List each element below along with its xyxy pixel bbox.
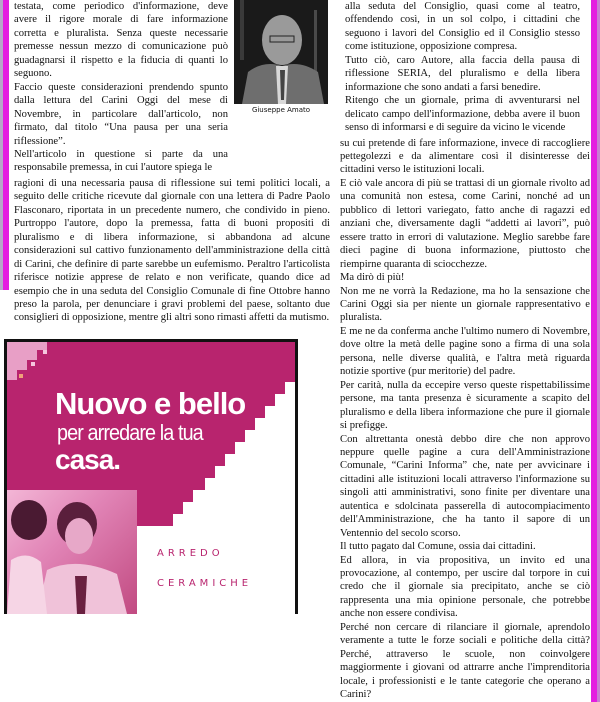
paragraph: Ritengo che un giornale, prima di avventurarsi nel delicato campo dell'informazione, debba avere il buon senso di informarsi e di seguire da vicino le vicende bbox=[345, 95, 580, 134]
portrait-image bbox=[234, 0, 328, 104]
paragraph: alla seduta del Consiglio, quasi come al teatro, offendendo così, in un sol colpo, i cittadini che seguono i lavori del Consiglio ed il Consiglio stesso come istituzione, opposizione compresa. bbox=[345, 1, 580, 53]
right-stack bbox=[340, 0, 590, 702]
paragraph: Ed allora, in via propositiva, un invito ed una provocazione, al contempo, per uscire dal torpore in cui credo che il giornale sia precipitato, anche se ciò rappresenta una mia opinione personale, che potrebbe anche non essere condivisa. bbox=[340, 554, 590, 620]
paragraph: Con altrettanta onestà debbo dire che non approvo neppure quelle pagine a cura dell'Amministrazione Comunale, “Carini Informa” che, nate per avvicinare i cittadini alle istituzioni locali attraverso l'informazione su singoli atti amministrativi, sono finite per diventare una autentica e sdolcinata passerella di autocompiacimento dell'Amministrazione, che ha tanto il sapore di un Ventennio del secolo scorso. bbox=[340, 433, 590, 539]
photo-caption: Giuseppe Amato bbox=[251, 106, 311, 114]
advertisement bbox=[4, 339, 298, 614]
paragraph: Tutto ciò, caro Autore, alla faccia della pausa di riflessione SERIA, del pluralismo e della libera informazione che sono andati a farsi benedire. bbox=[345, 54, 580, 93]
photo-block bbox=[234, 0, 328, 175]
article-column-right-top bbox=[345, 0, 580, 135]
article-column-left-top bbox=[14, 0, 228, 175]
ad-word-ceramiche: CERAMICHE bbox=[157, 577, 253, 589]
paragraph: Perché non cercare di rilanciare il giornale, aprendolo veramente a tutte le forze sociali e politiche della città? Perché, attraverso le scuole, non coinvolgere maggiormente i giovani od attrarre anche l'imprenditoria locale, i professionisti e le tante categorie che operano a Carini? bbox=[340, 621, 590, 701]
author-photo bbox=[234, 0, 328, 104]
paragraph: Nell'articolo in questione si parte da una responsabile premessa, in cui l'autore spiega le bbox=[14, 148, 228, 174]
paragraph: Faccio queste considerazioni prendendo spunto dalla lettura del Carini Oggi del mese di Novembre, in particolare dall'articolo, non firmato, dal titolo “Una pausa per una seria riflessione”. bbox=[14, 81, 228, 147]
ad-headline: Nuovo e bello bbox=[55, 385, 246, 421]
article-column-left-wide bbox=[14, 177, 330, 325]
ad-couple-photo bbox=[7, 490, 137, 614]
paragraph: Non me ne vorrà la Redazione, ma ho la sensazione che Carini Oggi sia per niente un giornale rappresentativo e pluralista. bbox=[340, 285, 590, 324]
paragraph: Il tutto pagato dal Comune, ossia dai cittadini. bbox=[340, 541, 536, 553]
article-column-right bbox=[340, 137, 590, 702]
ad-tail: casa. bbox=[55, 443, 121, 475]
paragraph: Per carità, nulla da eccepire verso queste rispettabilissime persone, ma tanta presenza è sicuramente a scapito del pluralismo e della libera informazione che pure il giornale si prefigge. bbox=[340, 379, 590, 432]
paragraph: E me ne da conferma anche l'ultimo numero di Novembre, dove oltre la metà delle pagine sono a firma di una sola persona, nelle diverse qualità, e l'altra metà riguarda notizie sportive (pur meritorie) del padre. bbox=[340, 325, 590, 378]
left-stack bbox=[14, 0, 330, 702]
paragraph: su cui pretende di fare informazione, invece di raccogliere pettegolezzi e da alimentare così il disinteresse dei cittadini verso le istituzioni locali. bbox=[340, 137, 590, 176]
left-top-band bbox=[14, 0, 330, 175]
ad-word-arredo: ARREDO bbox=[157, 547, 224, 559]
paragraph: E ciò vale ancora di più se trattasi di un giornale rivolto ad una comunità non estesa, come Carini, nonché ad un pubblico di lettori variegato, fatto anche di ragazzi ed anziani che, diversamente dagli “addetti ai lavori”, può essere tratto in errori di valutazione. Meglio sarebbe fare dieci pagine di buona informazione, piuttosto che riempirne quaranta di sciocchezze. bbox=[340, 177, 590, 270]
paragraph: testata, come periodico d'informazione, deve avere il rigore morale di fare informazione corretta e pluralista. Senza queste necessarie premesse nessun mezzo di comunicazione può guadagnarsi il rispetto e la fiducia di quanti lo seguono. bbox=[14, 1, 228, 80]
paragraph: ragioni di una necessaria pausa di riflessione sui temi politici locali, a seguito delle critiche ricevute dal giornale con una lettera di Padre Paolo Flasconaro, riportata in un precedente numero, che condivido in pieno. Purtroppo l'autore, dopo la premessa, fatta di buoni propositi di pluralismo e di libera informazione, si abbandona ad alcune considerazioni sul cattivo funzionamento dell'amministrazione della città di Carini, che definire di parte sarebbe un eufemismo. Peraltro l'articolista riferisce notizie apprese de relato e non verificate, quando dice ad esempio che in una seduta del Consiglio Comunale di fine Ottobre hanno preso la parola, per denunciare i gravi problemi del paese, soltanto due consiglieri di opposizione, mentre gli altri sono rimasti affetti da mutismo. bbox=[14, 177, 330, 324]
ad-subline: per arredare la tua bbox=[57, 419, 203, 445]
paragraph: Ma dirò di più! bbox=[340, 272, 405, 284]
